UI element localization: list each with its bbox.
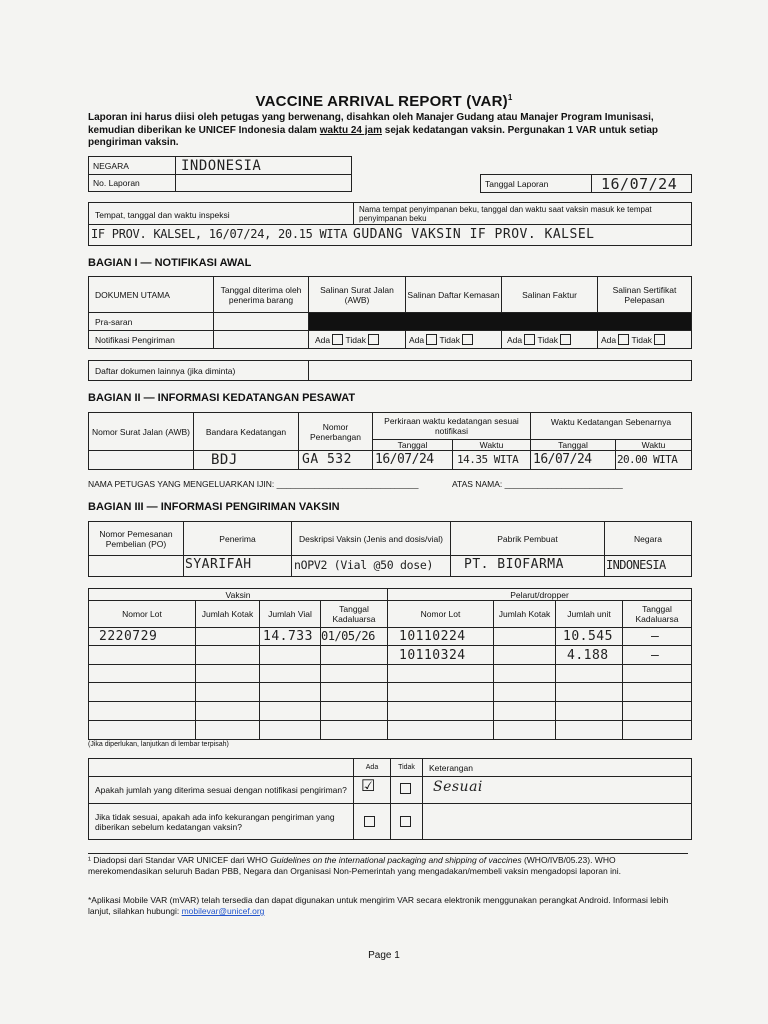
row1-kadaluarsa-pelarut[interactable]: —: [651, 629, 660, 644]
col-nomor-lot: Nomor Lot: [122, 609, 162, 619]
inspeksi-label: Tempat, tanggal dan waktu inspeksi: [95, 209, 230, 220]
inspeksi-value[interactable]: IF PROV. KALSEL, 16/07/24, 20.15 WITA: [91, 227, 348, 241]
col-penerima: Penerima: [219, 533, 256, 544]
daftar-dokumen-label: Daftar dokumen lainnya (jika diminta): [95, 365, 236, 376]
row2-lot-pelarut[interactable]: 10110324: [399, 648, 466, 663]
check-col-ada: Ada: [365, 763, 379, 771]
perkiraan-waktu-value[interactable]: 14.35 WITA: [457, 453, 519, 466]
q2-ada-checkbox[interactable]: [364, 816, 375, 827]
col-deskripsi: Deskripsi Vaksin (Jenis and dosis/vial): [299, 533, 443, 544]
negara-box: [88, 156, 352, 192]
row1-unit[interactable]: 10.545: [563, 629, 613, 644]
col-sebenarnya: Waktu Kedatangan Sebenarnya: [550, 417, 672, 427]
kemasan-ada-tidak[interactable]: Ada Tidak: [409, 331, 473, 348]
col-dokumen-utama: DOKUMEN UTAMA: [95, 289, 170, 300]
footnote-2: *Aplikasi Mobile VAR (mVAR) telah tersedia dan dapat digunakan untuk mengirim VAR secara elektronik menggunakan perangkat Android. Informasi lebih lanjut, silahkan hubungi: mobilevar@unicef.org: [88, 895, 669, 916]
bagian2-title: BAGIAN II — INFORMASI KEDATANGAN PESAWAT: [88, 392, 356, 404]
col-negara: Negara: [634, 533, 662, 544]
check-col-keterangan: Keterangan: [429, 762, 473, 773]
col-jumlah-unit: Jumlah unit: [567, 609, 611, 619]
pabrik-value[interactable]: PT. BIOFARMA: [464, 557, 564, 572]
bagian1-title: BAGIAN I — NOTIFIKASI AWAL: [88, 257, 252, 269]
bagian3-title: BAGIAN III — INFORMASI PENGIRIMAN VAKSIN: [88, 501, 340, 513]
col-daftar-kemasan: Salinan Daftar Kemasan: [407, 289, 500, 300]
col-jumlah-kotak: Jumlah Kotak: [201, 609, 254, 619]
faktur-ada-tidak[interactable]: Ada Tidak: [507, 331, 571, 348]
pelarut-header: Pelarut/dropper: [510, 589, 569, 600]
page-number: Page 1: [368, 950, 400, 961]
sertifikat-ada-tidak[interactable]: Ada Tidak: [601, 331, 665, 348]
row2-kadaluarsa-pelarut[interactable]: —: [651, 648, 660, 663]
col-awb: Nomor Surat Jalan (AWB): [92, 426, 190, 437]
deskripsi-value[interactable]: nOPV2 (Vial @50 dose): [294, 558, 434, 572]
check-col-tidak: Tidak: [398, 763, 415, 771]
sub-waktu-1: Waktu: [479, 439, 504, 450]
report-title: VACCINE ARRIVAL REPORT (VAR)$^1$: [255, 93, 513, 110]
blacked-out-cells: [309, 313, 691, 330]
check-table: [88, 758, 692, 840]
awb-ada-tidak[interactable]: Ada Tidak: [315, 331, 379, 348]
col-tanggal-diterima: Tanggal diterima oleh penerima barang: [220, 284, 302, 305]
col-pabrik: Pabrik Pembuat: [497, 533, 558, 544]
q1-ada-checked[interactable]: ☑: [361, 778, 376, 795]
question-1: Apakah jumlah yang diterima sesuai dengan notifikasi pengiriman?: [95, 785, 347, 795]
lot-table: [88, 588, 692, 740]
tanggal-laporan-label: Tanggal Laporan: [485, 178, 549, 189]
penerbangan-value[interactable]: GA 532: [302, 452, 352, 467]
sub-waktu-2: Waktu: [641, 439, 666, 450]
negara-value-b3[interactable]: INDONESIA: [606, 558, 666, 572]
row1-lot[interactable]: 2220729: [99, 629, 158, 644]
row-pra-saran: Pra-saran: [95, 316, 133, 327]
tanggal-laporan-box: [480, 174, 692, 193]
tanggal-laporan-value[interactable]: 16/07/24: [601, 175, 678, 193]
inspeksi-box: [88, 202, 692, 246]
col-jumlah-vial: Jumlah Vial: [268, 609, 312, 619]
negara-value[interactable]: INDONESIA: [181, 158, 262, 174]
mobilevar-email-link[interactable]: mobilevar@unicef.org: [181, 906, 265, 916]
atas-nama-line: ATAS NAMA: _________________________: [452, 479, 623, 489]
lanjutkan-note: (Jika diperlukan, lanjutkan di lembar terpisah): [88, 741, 229, 748]
petugas-line: NAMA PETUGAS YANG MENGELUARKAN IJIN: ______________________________: [88, 479, 419, 489]
negara-label: NEGARA: [93, 160, 129, 171]
bagian3-table: [88, 521, 692, 577]
col-tanggal-kadaluarsa: Tanggal Kadaluarsa: [332, 604, 376, 624]
col-po: Nomor Pemesanan Pembelian (PO): [99, 528, 173, 549]
q2-tidak-checkbox[interactable]: [400, 816, 411, 827]
col-sertifikat-pelepasan: Salinan Sertifikat Pelepasan: [612, 284, 677, 305]
row-notifikasi-pengiriman: Notifikasi Pengiriman: [95, 334, 175, 345]
row1-kadaluarsa[interactable]: 01/05/26: [321, 629, 375, 643]
bagian2-table: [88, 412, 692, 470]
col-salinan-awb: Salinan Surat Jalan (AWB): [320, 284, 394, 305]
sebenarnya-waktu-value[interactable]: 20.00 WITA: [617, 453, 678, 466]
row1-lot-pelarut[interactable]: 10110224: [399, 629, 466, 644]
col-bandara: Bandara Kedatangan: [205, 426, 287, 437]
footnote-1: ¹ Diadopsi dari Standar VAR UNICEF dari WHO Guidelines on the international packaging and shipping of vaccines (WHO/IVB/05.23). WHO merekomendasikan seluruh Badan PBB, Negara dan Organisasi Non-Pemerintah yang mengadakan/membeli vaksin mengadopsi laporan ini.: [88, 855, 621, 876]
row2-unit[interactable]: 4.188: [567, 648, 609, 663]
col-nomor-lot-pelarut: Nomor Lot: [420, 609, 461, 619]
col-jumlah-kotak-pelarut: Jumlah Kotak: [498, 609, 551, 619]
vaksin-header: Vaksin: [225, 589, 251, 600]
daftar-dokumen-box: [88, 360, 692, 381]
q1-tidak-checkbox[interactable]: [400, 783, 411, 794]
question-2: Jika tidak sesuai, apakah ada info kekurangan pengiriman yang diberikan sebelum kedatangan vaksin?: [95, 811, 335, 832]
sub-tanggal-2: Tanggal: [558, 439, 588, 450]
col-penerbangan: Nomor Penerbangan: [309, 421, 362, 442]
sebenarnya-tanggal-value[interactable]: 16/07/24: [533, 452, 592, 467]
penyimpanan-value[interactable]: GUDANG VAKSIN IF PROV. KALSEL: [353, 227, 595, 242]
bandara-value[interactable]: BDJ: [211, 452, 238, 468]
penerima-value[interactable]: SYARIFAH: [185, 557, 252, 572]
intro-text: Laporan ini harus diisi oleh petugas yang berwenang, disahkan oleh Manajer Gudang atau Manajer Program Imunisasi, kemudian diberikan ke UNICEF Indonesia dalam waktu 24 jam sejak kedatangan vaksin. Pergunakan 1 VAR untuk setiap pengiriman vaksin.: [88, 112, 659, 148]
col-perkiraan: Perkiraan waktu kedatangan sesuai notifikasi: [384, 416, 519, 436]
bagian1-table: [88, 276, 692, 349]
no-laporan-label: No. Laporan: [93, 178, 140, 188]
col-tanggal-kadaluarsa-pelarut: Tanggal Kadaluarsa: [635, 604, 679, 624]
col-salinan-faktur: Salinan Faktur: [522, 289, 577, 300]
sub-tanggal-1: Tanggal: [397, 439, 428, 450]
penyimpanan-label: Nama tempat penyimpanan beku, tanggal dan waktu saat vaksin masuk ke tempat penyimpanan beku: [359, 204, 652, 223]
perkiraan-tanggal-value[interactable]: 16/07/24: [375, 452, 434, 467]
row1-vial[interactable]: 14.733: [263, 629, 313, 644]
q1-keterangan-value[interactable]: Sesuai: [433, 779, 483, 795]
